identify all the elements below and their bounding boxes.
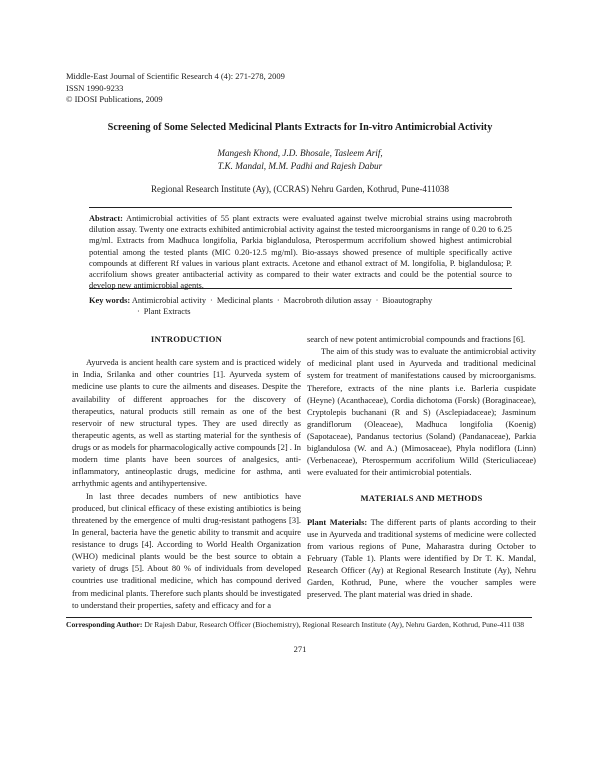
keyword-item: Bioautography xyxy=(382,296,433,305)
author-list xyxy=(100,147,500,172)
keyword-item: Antimicrobial activity xyxy=(131,296,207,305)
keywords-block xyxy=(89,295,512,318)
intro-paragraph-4: The aim of this study was to evaluate the antimicrobial activity of medicinal plant used in Ayurveda and traditional medicinal system for treatment of manifestations caused by microorganisms. Therefore, extracts of the nine plants i.e. Barleria cuspidate (Heyne) (Acanthaceae), Cordia dichotoma (Forsk) (Boraginaceae), Cryptolepis buchanani (R and S) (Asclepiadaceae); Jasminum grandiflorum (Oleaceae), Madhuca longifolia (Koenig) (Sapotaceae), Pandanus tectorius (Soland) (Pandanaceae), Parkia biglandulosa (W. and A.) (Mimosaceae), Phyla nodiflora (Linn) (Verbenaceae), Pterospermum accrifolium Willd (Stericuliaceae) were evaluated for their antimicrobial potentials. xyxy=(307,346,536,478)
journal-copyright: © IDOSI Publications, 2009 xyxy=(66,94,163,104)
journal-info xyxy=(66,71,285,106)
paper-title: Screening of Some Selected Medicinal Plants Extracts for In-vitro Antimicrobial Activity xyxy=(107,122,493,133)
left-column xyxy=(72,333,301,611)
corresponding-author-label: Corresponding Author: xyxy=(66,620,143,629)
journal-issn: ISSN 1990-9233 xyxy=(66,82,124,93)
intro-paragraph-2: In last three decades numbers of new antibiotics have produced, but clinical efficacy of these existing antibiotics is being threatened by the emergence of multi drug-resistant pathogens [3]. In general, bacteria have the genetic ability to transmit and acquire resistance to drugs [4]. According to World Health Organization (WHO) medicinal plants would be the best source to obtain a variety of drugs [5]. About 80 % of individuals from developed countries use traditional medicine, which has compound derived from medicinal plants. Therefore such plants should be investigated to understand their properties, safety and efficacy and for a xyxy=(72,490,301,610)
keyword-item: Plant Extracts xyxy=(143,307,191,317)
abstract-text: Antimicrobial activities of 55 plant extracts were evaluated against twelve microbial strains using macrobroth dilution assay. Twenty one extracts exhibited antimicrobial activity against the tested microorganisms in range of 0.20 to 6.25 mg/ml. Extracts from Madhuca longifolia, Parkia biglandulosa, Pterospermum accrifolium showed highest antimicrobial potential among the tested plants (MIC 0.20-12.5 mg/ml). Bio-assays showed presence of multiple specifically active compounds at different Rf values in various plant extracts. Acetone and ethanol extract of M. longifolia, P. biglandulosa; P. accrifolium shows greater antibacterial activity as compared to their water extracts and could be the potential source to develop new antimicrobial agents. xyxy=(89,214,512,291)
plant-materials-label: Plant Materials: xyxy=(307,516,368,527)
keywords-label: Key words: xyxy=(89,296,131,305)
keyword-separator: · xyxy=(210,296,213,305)
intro-paragraph-1: Ayurveda is ancient health care system and is practiced widely in India, Srilanka and other countries [1]. Ayurveda system of medicine use plants to cure the ailments and diseases. Despite the availability of different approaches for the discovery of therapeutics, natural products still remain as one of the best reservoir of new structural types. They are used directly as therapeutic agents, as well as starting material for the synthesis of drugs or as models for pharmacologically active compounds [2] . In modern time plants have been sources of analgesics, anti-inflammatory, antineoplastic drugs, medicine for asthma, anti arrhythmic agents and antihypertensive. xyxy=(72,357,301,489)
right-column xyxy=(307,333,536,601)
keywords-list xyxy=(89,296,432,316)
keyword-separator: · xyxy=(276,296,280,305)
abstract-block xyxy=(89,213,512,291)
plant-materials-paragraph xyxy=(307,516,536,601)
introduction-heading: INTRODUCTION xyxy=(150,334,223,344)
abstract-top-rule xyxy=(89,207,512,208)
keyword-item: Medicinal plants xyxy=(216,296,273,305)
keyword-separator: · xyxy=(137,307,140,317)
abstract-label: Abstract: xyxy=(89,214,123,223)
authors-line-1: Mangesh Khond, J.D. Bhosale, Tasleem Arif, xyxy=(217,148,383,158)
journal-citation: Middle-East Journal of Scientific Research 4 (4): 271-278, 2009 xyxy=(66,71,285,81)
plant-materials-text: The different parts of plants according to their use in Ayurveda and traditional systems of medicine were collected from various regions of Pune, Maharastra during October to February (Table 1). Plants were identified by Dr T. K. Mandal, Research Officer (Ay) at Regional Research Institute (Ay), Nehru Garden, Kothrud, Pune, where the voucher samples were preserved. The plant material was dried in shade. xyxy=(307,516,536,600)
affiliation: Regional Research Institute (Ay), (CCRAS) Nehru Garden, Kothrud, Pune-411038 xyxy=(150,184,450,194)
page-number: 271 xyxy=(293,644,307,654)
corresponding-author-text: Dr Rajesh Dabur, Research Officer (Biochemistry), Regional Research Institute (Ay), Nehru Garden, Kothrud, Pune-411 038 xyxy=(144,620,524,629)
footer-rule xyxy=(66,617,532,618)
intro-paragraph-3: search of new potent antimicrobial compounds and fractions [6]. xyxy=(307,334,526,344)
corresponding-author xyxy=(66,620,536,630)
keyword-item: Macrobroth dilution assay xyxy=(283,296,372,305)
abstract-bottom-rule xyxy=(89,288,512,289)
authors-line-2: T.K. Mandal, M.M. Padhi and Rajesh Dabur xyxy=(217,160,383,171)
keyword-separator: · xyxy=(375,296,379,305)
methods-heading: MATERIALS AND METHODS xyxy=(360,492,483,503)
